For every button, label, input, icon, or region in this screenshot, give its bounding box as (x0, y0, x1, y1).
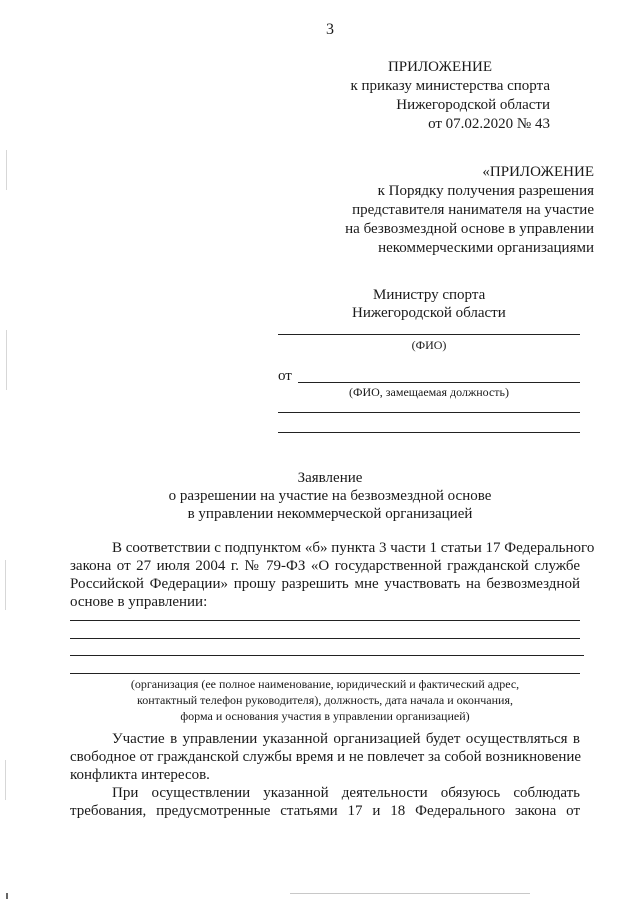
paragraph-line: закона от 27 июля 2004 г. № 79-ФЗ «О государственной гражданской службе (70, 558, 580, 574)
appendix-block (290, 58, 550, 134)
fio-caption: (ФИО) (411, 338, 447, 352)
org-line (70, 655, 584, 656)
procedure-title: «ПРИЛОЖЕНИЕ (482, 164, 594, 180)
paragraph-request (70, 539, 595, 611)
procedure-block (294, 163, 594, 258)
statement-subheading: о разрешении на участие на безвозмездной основе (168, 488, 492, 504)
org-line (70, 673, 580, 674)
paragraph-line: В соответствии с подпунктом «б» пункта 3 части 1 статьи 17 Федерального (112, 540, 595, 556)
org-line (70, 620, 580, 621)
appendix-line: к приказу министерства спорта (350, 78, 550, 94)
blank-line (278, 432, 580, 433)
appendix-title: ПРИЛОЖЕНИЕ (387, 59, 493, 75)
scan-artifact (6, 330, 7, 390)
paragraph-line: основе в управлении: (70, 594, 208, 610)
scan-artifact (5, 560, 6, 610)
procedure-line: к Порядку получения разрешения (377, 183, 594, 199)
scan-artifact (6, 150, 7, 190)
scan-artifact (6, 893, 8, 899)
paragraph-line: свободное от гражданской службы время и не повлечет за собой возникновение (70, 749, 582, 765)
paragraph-line: При осуществлении указанной деятельности обязуюсь соблюдать (112, 785, 580, 801)
paragraph-line: конфликта интересов. (70, 767, 210, 783)
from-caption: (ФИО, замещаемая должность) (348, 385, 510, 399)
from-line (298, 382, 580, 383)
paragraph-conflict (70, 730, 580, 784)
page-number: 3 (326, 21, 334, 38)
procedure-line: на безвозмездной основе в управлении (345, 221, 594, 237)
statement-heading: Заявление (297, 470, 363, 486)
from-label: от (278, 368, 292, 384)
scan-artifact (290, 893, 530, 894)
addressee-line2: Нижегородской области (352, 305, 506, 321)
procedure-line: представителя нанимателя на участие (352, 202, 594, 218)
paragraph-line: Российской Федерации» прошу разрешить мне участвовать на безвозмездной (70, 576, 580, 592)
blank-line (278, 412, 580, 413)
org-caption: форма и основания участия в управлении организацией) (180, 709, 470, 723)
org-line (70, 638, 580, 639)
addressee-line1: Министру спорта (373, 287, 486, 303)
org-caption: (организация (ее полное наименование, юридический и фактический адрес, (130, 677, 520, 691)
paragraph-line: Участие в управлении указанной организацией будет осуществляться в (112, 731, 580, 747)
paragraph-line: требования, предусмотренные статьями 17 и 18 Федерального закона от (70, 803, 580, 819)
appendix-line: Нижегородской области (396, 97, 550, 113)
procedure-line: некоммерческими организациями (378, 240, 594, 256)
fio-line (278, 334, 580, 335)
statement-subheading: в управлении некоммерческой организацией (187, 506, 473, 522)
scan-artifact (5, 760, 6, 800)
appendix-line: от 07.02.2020 № 43 (428, 116, 550, 132)
org-caption: контактный телефон руководителя), должность, дата начала и окончания, (137, 693, 513, 707)
paragraph-obligation (70, 784, 580, 820)
